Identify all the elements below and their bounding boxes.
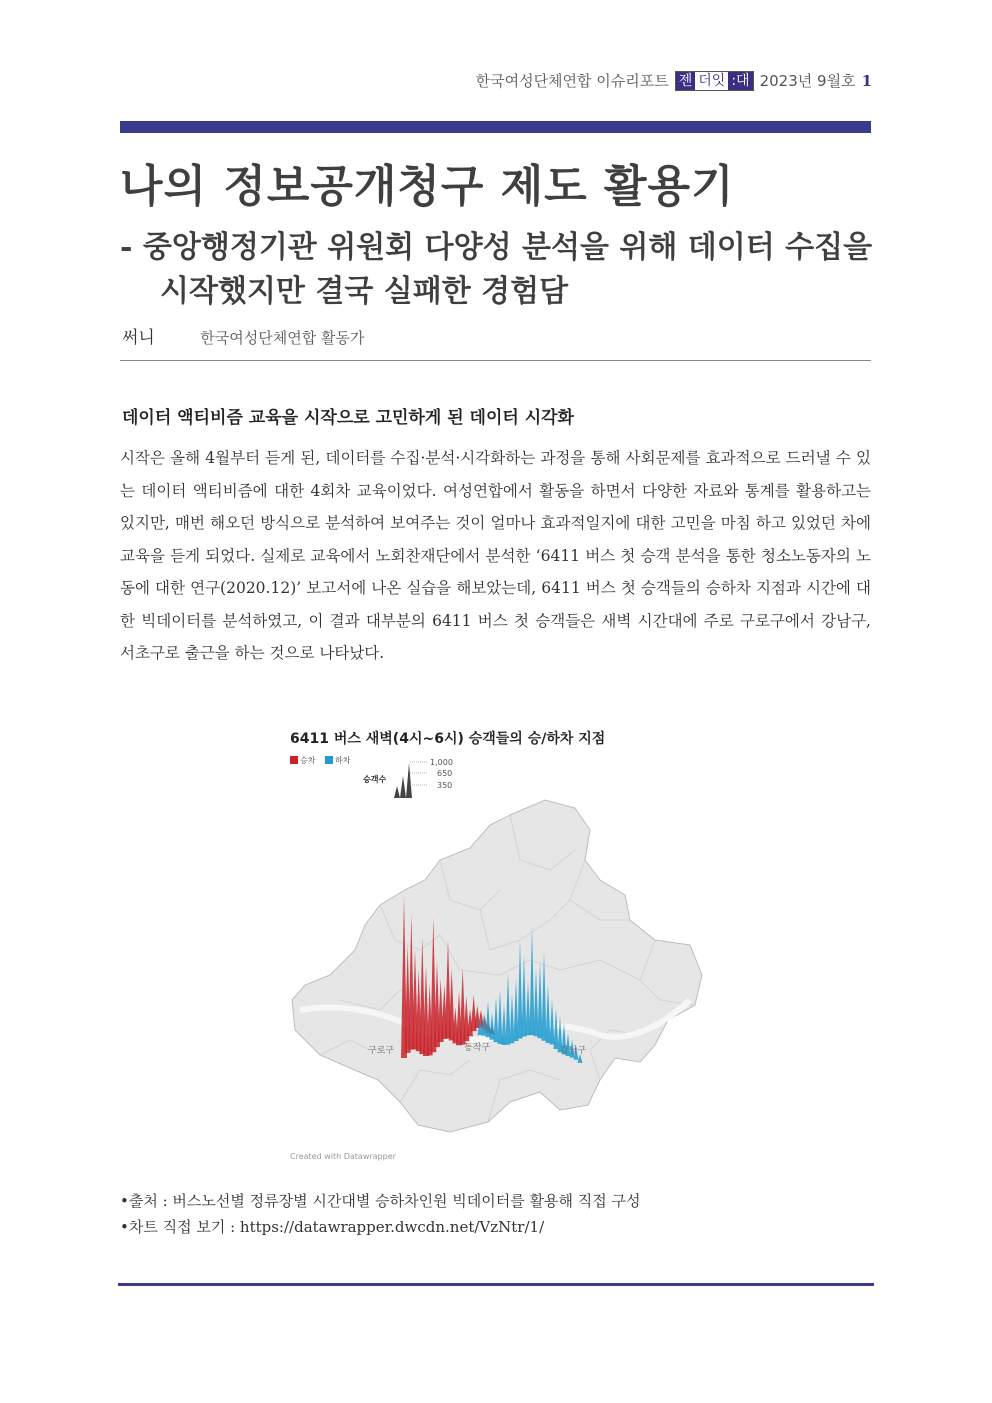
size-legend-spikes — [394, 762, 428, 798]
article-title: 나의 정보공개청구 제도 활용기 — [120, 161, 735, 212]
bottom-accent-bar — [118, 1283, 874, 1286]
header-date: 2023년 9월호 — [759, 72, 856, 90]
legend-label-boarding: 승차 — [300, 756, 316, 765]
legend-label-alighting: 하차 — [335, 756, 351, 765]
chart-link-note[interactable]: •차트 직접 보기 : https://datawrapper.dwcdn.net/VzNtr/1/ — [120, 1218, 545, 1236]
district-label-dongjak: 동작구 — [464, 1043, 491, 1053]
district-label-guro: 구로구 — [368, 1046, 395, 1056]
author-name: 써니 — [122, 328, 155, 348]
badge-part-1: 젠 — [676, 72, 696, 90]
district-label-gangnam: 강남구 — [560, 1046, 587, 1056]
legend-swatch-boarding — [290, 756, 298, 764]
chart-credit: Created with Datawrapper — [290, 1152, 396, 1161]
author-affiliation: 한국여성단체연합 활동가 — [200, 329, 365, 347]
size-legend-tick-1000: 1,000 — [430, 758, 453, 767]
section-heading: 데이터 액티비즘 교육을 시작으로 고민하게 된 데이터 시각화 — [122, 408, 574, 428]
size-legend-label: 승객수 — [363, 775, 387, 784]
body-paragraph: 시작은 올해 4월부터 듣게 된, 데이터를 수집·분석·시각화하는 과정을 통해 사회문제를 효과적으로 드러낼 수 있는 데이터 액티비즘에 대한 4회차 교육이었다. 여성연합에서 활동을 하면서 다양한 자료와 통계를 활용하고는 있지만, 매번 해오던 방식으로 분석하여 보여주는 것이 얼마나 효과적일지에 대한 고민을 마침 하고 있었던 차에 교육을 듣게 되었다. 실제로 교육에서 노회찬재단에서 분석한 ‘6411 버스 첫 승객 분석을 통한 청소노동자의 노동에 대한 연구(2020.12)’ 보고서에 나온 실습을 해보았는데, 6411 버스 첫 승객들의 승하차 지점과 시간에 대한 빅데이터를 분석하였고, 이 결과 대부분의 6411 버스 첫 승객들은 새벽 시간대에 주로 구로구에서 강남구, 서초구로 출근을 하는 것으로 나타났다. — [120, 449, 871, 662]
source-note: •출처 : 버스노선별 정류장별 시간대별 승하차인원 빅데이터를 활용해 직접 구성 — [120, 1192, 641, 1210]
header-org: 한국여성단체연합 이슈리포트 — [475, 72, 669, 90]
chart-title: 6411 버스 새벽(4시~6시) 승객들의 승/하차 지점 — [290, 731, 606, 747]
page-number: 1 — [861, 71, 872, 90]
size-legend-tick-650: 650 — [437, 769, 453, 778]
article-subtitle-line-1: - 중앙행정기관 위원회 다양성 분석을 위해 데이터 수집을 — [120, 230, 873, 265]
article-subtitle-line-2: 시작했지만 결국 실패한 경험담 — [160, 274, 569, 309]
badge-part-2: 더잇 — [695, 72, 728, 90]
size-legend-tick-350: 350 — [437, 781, 453, 790]
legend-swatch-alighting — [325, 756, 333, 764]
seoul-map-outline — [292, 800, 702, 1132]
badge-part-3: :대 — [728, 72, 752, 90]
